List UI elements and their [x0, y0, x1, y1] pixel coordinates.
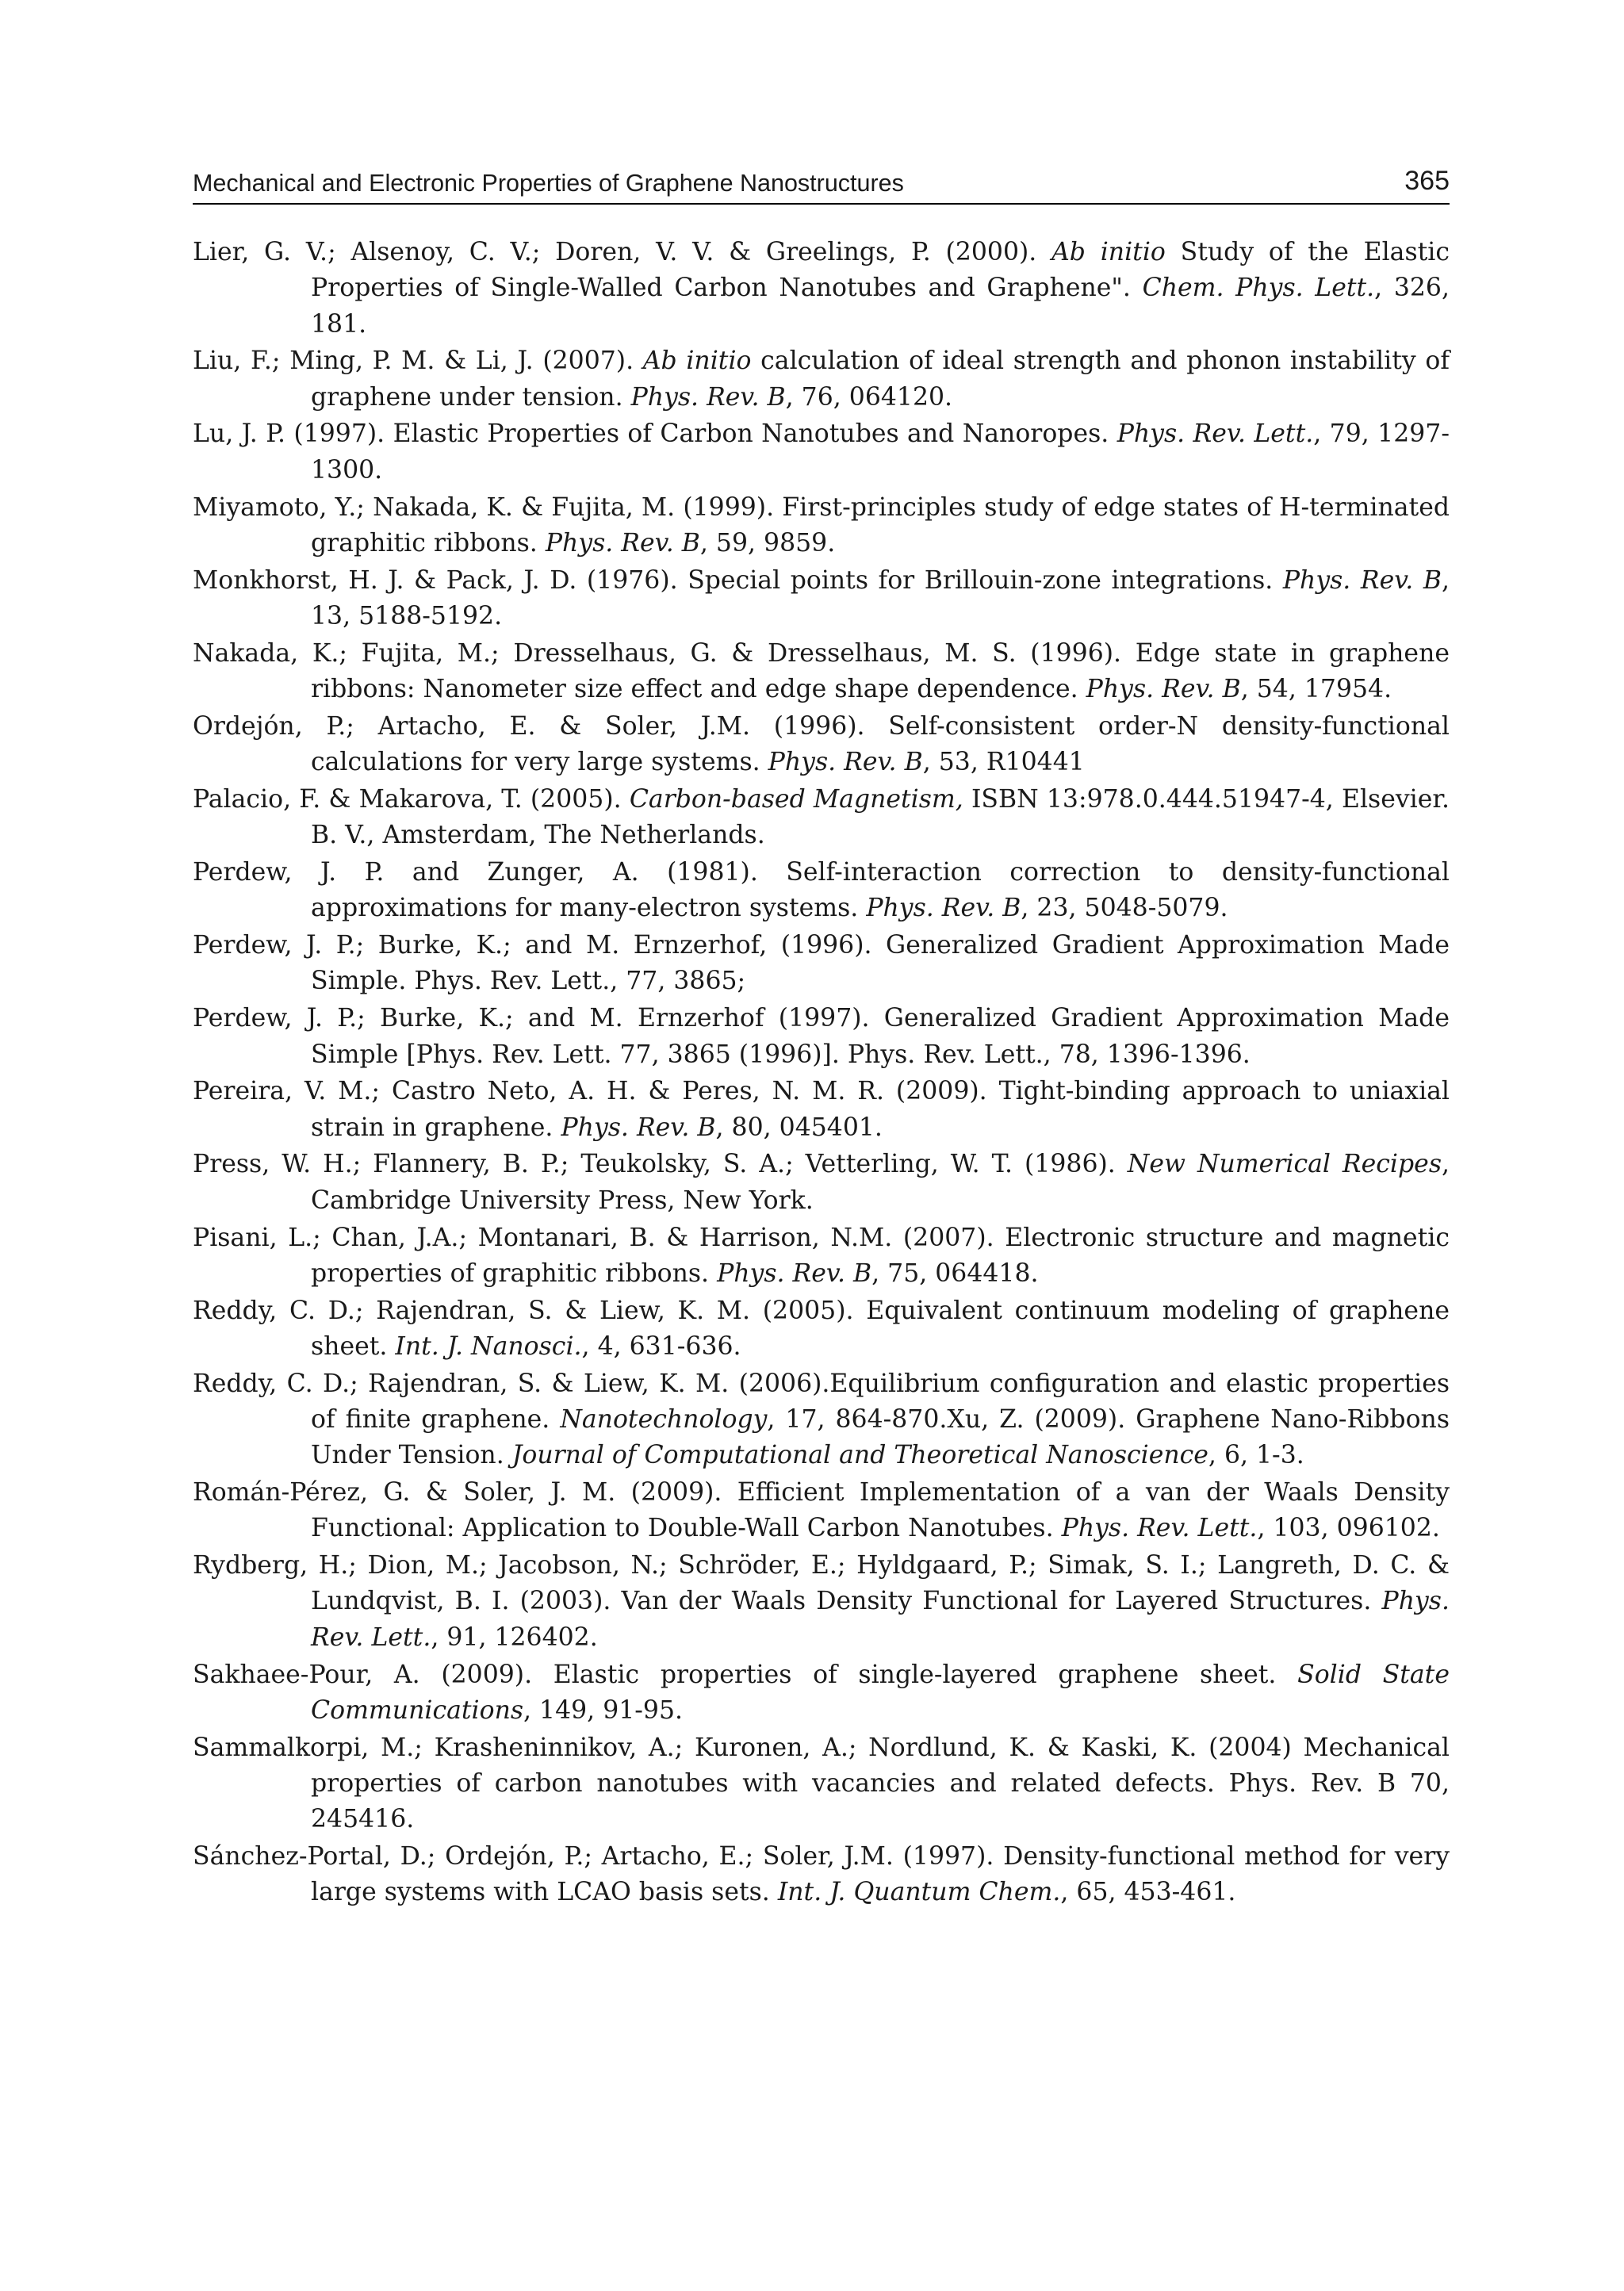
reference-text: , 4, 631-636. [581, 1331, 741, 1361]
reference-text: Perdew, J. P. and Zunger, A. (1981). Self-interaction correction to density-functional approximations for many-electron systems. [193, 858, 1450, 923]
reference-text: Pisani, L.; Chan, J.A.; Montanari, B. & Harrison, N.M. (2007). Electronic structure and magnetic properties of graphitic ribbons. [193, 1223, 1450, 1288]
reference-text: , 91, 126402. [431, 1622, 598, 1652]
running-header [193, 163, 1450, 205]
reference-text: Miyamoto, Y.; Nakada, K. & Fujita, M. (1999). First-principles study of edge states of H-terminated graphitic ribbons. [193, 492, 1450, 557]
reference-entry [193, 490, 1450, 562]
reference-entry [193, 343, 1450, 416]
reference-italic-text: Ab initio [642, 347, 752, 376]
reference-entry [193, 1475, 1450, 1547]
reference-italic-text: Phys. Rev. B [866, 894, 1021, 923]
reference-italic-text: Phys. Rev. B [561, 1113, 716, 1142]
reference-italic-text: Phys. Rev. B [1086, 675, 1241, 704]
reference-text: Monkhorst, H. J. & Pack, J. D. (1976). Special points for Brillouin-zone integrations. [193, 565, 1283, 595]
reference-text: Sammalkorpi, M.; Krasheninnikov, A.; Kuronen, A.; Nordlund, K. & Kaski, K. (2004) Mechanical properties of carbon nanotubes with vacancies and related defects. Phys. Rev. B 70, 245416. [193, 1733, 1450, 1834]
reference-text: , 54, 17954. [1240, 675, 1392, 704]
reference-entry [193, 1366, 1450, 1474]
reference-entry [193, 1839, 1450, 1911]
reference-italic-text: Carbon-based Magnetism, [629, 784, 963, 814]
reference-list [193, 235, 1450, 1912]
reference-italic-text: Chem. Phys. Lett. [1142, 274, 1375, 303]
reference-entry [193, 235, 1450, 343]
reference-italic-text: Phys. Rev. B [717, 1259, 872, 1288]
reference-entry [193, 928, 1450, 1000]
reference-entry [193, 1657, 1450, 1730]
reference-text: Román-Pérez, G. & Soler, J. M. (2009). Efficient Implementation of a van der Waals Density Functional: Application to Double-Wall Carbon Nanotubes. [193, 1478, 1450, 1543]
reference-text: Perdew, J. P.; Burke, K.; and M. Ernzerhof, (1996). Generalized Gradient Approximation Made Simple. Phys. Rev. Lett., 77, 3865; [193, 931, 1450, 996]
reference-entry [193, 1074, 1450, 1146]
reference-italic-text: Phys. Rev. B [768, 748, 923, 777]
reference-text: , 76, 064120. [785, 382, 953, 412]
reference-text: Reddy, C. D.; Rajendran, S. & Liew, K. M. (2005). Equivalent continuum modeling of graphene sheet. [193, 1296, 1450, 1361]
reference-entry [193, 782, 1450, 854]
reference-text: Liu, F.; Ming, P. M. & Li, J. (2007). [193, 347, 643, 376]
reference-entry [193, 1548, 1450, 1656]
reference-text: , 53, R10441 [922, 748, 1085, 777]
reference-text: Study of the Elastic Properties of Single-Walled Carbon Nanotubes and Graphene". [311, 238, 1450, 303]
reference-text: Sakhaee-Pour, A. (2009). Elastic properties of single-layered graphene sheet. [193, 1660, 1298, 1689]
reference-text: Rydberg, H.; Dion, M.; Jacobson, N.; Schröder, E.; Hyldgaard, P.; Simak, S. I.; Langreth, D. C. & Lundqvist, B. I. (2003). Van der Waals Density Functional for Layered Structures. [193, 1551, 1450, 1616]
reference-text: , 80, 045401. [715, 1113, 883, 1142]
reference-text: , Cambridge University Press, New York. [311, 1150, 1450, 1215]
reference-italic-text: Nanotechnology [560, 1405, 768, 1434]
reference-text: Press, W. H.; Flannery, B. P.; Teukolsky, S. A.; Vetterling, W. T. (1986). [193, 1150, 1128, 1179]
reference-text: Pereira, V. M.; Castro Neto, A. H. & Peres, N. M. R. (2009). Tight-binding approach to uniaxial strain in graphene. [193, 1077, 1450, 1142]
reference-entry [193, 855, 1450, 927]
reference-entry [193, 1001, 1450, 1073]
reference-italic-text: Phys. Rev. Lett. [311, 1587, 1450, 1652]
reference-text: Ordejón, P.; Artacho, E. & Soler, J.M. (1996). Self-consistent order-N density-functional calculations for very large systems. [193, 711, 1450, 777]
reference-entry [193, 1220, 1450, 1293]
reference-text: Lier, G. V.; Alsenoy, C. V.; Doren, V. V. & Greelings, P. (2000). [193, 238, 1052, 266]
reference-text: calculation of ideal strength and phonon instability of graphene under tension. [311, 347, 1450, 412]
reference-italic-text: Phys. Rev. Lett. [1061, 1514, 1258, 1543]
reference-entry [193, 709, 1450, 781]
reference-italic-text: Phys. Rev. B [630, 382, 786, 412]
reference-text: Palacio, F. & Makarova, T. (2005). [193, 784, 630, 814]
reference-text: , 13, 5188-5192. [311, 565, 1450, 630]
reference-text: , 17, 864-870.Xu, Z. (2009). Graphene Nano-Ribbons Under Tension. [311, 1405, 1450, 1470]
reference-entry [193, 1730, 1450, 1838]
reference-text: Lu, J. P. (1997). Elastic Properties of Carbon Nanotubes and Nanoropes. [193, 420, 1117, 449]
reference-text: , 59, 9859. [699, 528, 836, 557]
reference-text: , 79, 1297-1300. [311, 420, 1450, 485]
reference-italic-text: Ab initio [1051, 238, 1166, 266]
reference-italic-text: Phys. Rev. B [1282, 565, 1442, 595]
reference-text: , 75, 064418. [871, 1259, 1039, 1288]
reference-entry [193, 1293, 1450, 1366]
reference-text: , 65, 453-461. [1060, 1878, 1236, 1907]
reference-text: Perdew, J. P.; Burke, K.; and M. Ernzerhof (1997). Generalized Gradient Approximation Made Simple [Phys. Rev. Lett. 77, 3865 (1996)]. Phys. Rev. Lett., 78, 1396-1396. [193, 1004, 1450, 1069]
reference-italic-text: Int. J. Quantum Chem. [777, 1878, 1061, 1907]
reference-text: Nakada, K.; Fujita, M.; Dresselhaus, G. & Dresselhaus, M. S. (1996). Edge state in graphene ribbons: Nanometer size effect and edge shape dependence. [193, 638, 1450, 704]
reference-text: , 6, 1-3. [1208, 1441, 1304, 1470]
reference-italic-text: Solid State Communications [311, 1660, 1450, 1725]
reference-text: Reddy, C. D.; Rajendran, S. & Liew, K. M. (2006).Equilibrium configuration and elastic properties of finite graphene. [193, 1369, 1450, 1434]
reference-italic-text: Int. J. Nanosci. [395, 1331, 582, 1361]
reference-italic-text: Phys. Rev. B [545, 528, 700, 557]
reference-italic-text: New Numerical Recipes [1127, 1150, 1442, 1179]
reference-text: , 149, 91-95. [523, 1695, 684, 1725]
running-title: Mechanical and Electronic Properties of Graphene Nanostructures [193, 170, 904, 197]
page-number: 365 [1404, 166, 1450, 196]
reference-entry [193, 563, 1450, 635]
reference-entry [193, 1147, 1450, 1219]
reference-italic-text: Phys. Rev. Lett. [1116, 420, 1314, 449]
reference-italic-text: Journal of Computational and Theoretical Nanoscience [511, 1441, 1208, 1470]
reference-text: ISBN 13:978.0.444.51947-4, Elsevier. B. V., Amsterdam, The Netherlands. [311, 784, 1450, 850]
reference-text: , 23, 5048-5079. [1021, 894, 1228, 923]
reference-text: Sánchez-Portal, D.; Ordejón, P.; Artacho, E.; Soler, J.M. (1997). Density-functional method for very large systems with LCAO basis sets. [193, 1842, 1450, 1907]
reference-text: , 326, 181. [311, 274, 1450, 339]
reference-entry [193, 636, 1450, 708]
reference-entry [193, 416, 1450, 488]
reference-text: , 103, 096102. [1257, 1514, 1440, 1543]
